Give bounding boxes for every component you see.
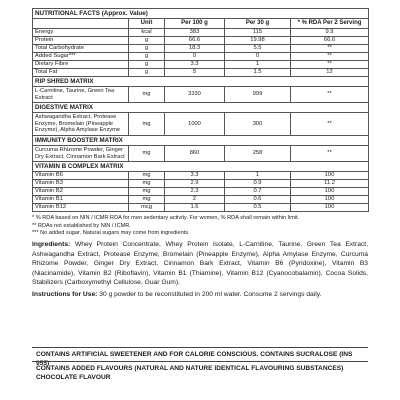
value-rda: 100	[291, 172, 369, 180]
value-per-30g: 0.9	[225, 180, 291, 188]
flavour-statement: CONTAINS ADDED FLAVOURS (NATURAL AND NATURE IDENTICAL FLAVOURING SUBSTANCES)	[36, 365, 344, 372]
value-per-100g: 2.3	[165, 188, 225, 196]
footnote: * % RDA based on NIN / ICMR RDA for men sedentary activity. For women, % RDA shall remain within limit.	[32, 215, 300, 222]
value-rda: **	[291, 45, 369, 53]
table-row	[33, 113, 369, 136]
section-header-row	[33, 77, 369, 87]
nutrient-name: Vitamin B1	[33, 196, 129, 204]
table-row	[33, 69, 369, 77]
nutrient-name: L-Carnitine, Taurine, Green Tea Extract	[33, 87, 129, 103]
nutrient-unit: kcal	[129, 29, 165, 37]
value-per-100g: 2.9	[165, 180, 225, 188]
table-row	[33, 180, 369, 188]
value-per-100g: 3.3	[165, 61, 225, 69]
instructions-text: 30 g powder to be reconstituted in 200 ml water. Consume 2 servings daily.	[99, 291, 322, 299]
nutrient-unit: mg	[129, 180, 165, 188]
footnote: ** RDAs not established by NIN / ICMR.	[32, 222, 131, 229]
value-per-100g: 66.6	[165, 37, 225, 45]
value-per-30g: 0	[225, 53, 291, 61]
value-per-100g: 1.6	[165, 204, 225, 212]
table-row	[33, 196, 369, 204]
value-per-30g: 258	[225, 145, 291, 161]
nutrient-unit: mcg	[129, 204, 165, 212]
nutrient-name: Vitamin B12	[33, 204, 129, 212]
value-rda: 66.6	[291, 37, 369, 45]
value-per-100g: 0	[165, 53, 225, 61]
header-cell	[33, 19, 129, 29]
nutrient-unit: g	[129, 45, 165, 53]
nutrient-name: Vitamin B2	[33, 188, 129, 196]
value-per-100g: 1000	[165, 113, 225, 136]
value-per-30g: 0.7	[225, 188, 291, 196]
footnote: *** No added sugar. Natural sugars may come from ingredients.	[32, 229, 190, 236]
value-per-30g: 19.98	[225, 37, 291, 45]
value-per-100g: 3.3	[165, 172, 225, 180]
section-header-row	[33, 162, 369, 172]
table-title-row	[33, 9, 369, 19]
footnotes	[32, 215, 368, 237]
value-rda: **	[291, 61, 369, 69]
table-title: NUTRITIONAL FACTS (Approx. Value)	[33, 9, 369, 19]
value-per-30g: 0.5	[225, 204, 291, 212]
value-per-30g: 999	[225, 87, 291, 103]
header-per-100g: Per 100 g	[165, 19, 225, 29]
nutrient-name: Vitamin B3	[33, 180, 129, 188]
value-per-30g: 5.5	[225, 45, 291, 53]
nutrient-name: Added Sugar***	[33, 53, 129, 61]
value-per-30g: 300	[225, 113, 291, 136]
header-per-30g: Per 30 g	[225, 19, 291, 29]
flavour-name: CHOCOLATE FLAVOUR	[36, 374, 111, 381]
header-unit: Unit	[129, 19, 165, 29]
nutrient-name: Dietary Fibre	[33, 61, 129, 69]
nutrient-name: Energy	[33, 29, 129, 37]
value-per-30g: 1	[225, 61, 291, 69]
table-header-row	[33, 19, 369, 29]
value-rda: **	[291, 87, 369, 103]
value-rda: 100	[291, 196, 369, 204]
value-per-100g: 2	[165, 196, 225, 204]
section-header-row	[33, 103, 369, 113]
value-rda: 9.9	[291, 29, 369, 37]
table-row	[33, 45, 369, 53]
value-per-100g: 383	[165, 29, 225, 37]
nutrient-name: Total Fat	[33, 69, 129, 77]
vitamin-b-complex-matrix-title: VITAMIN B COMPLEX MATRIX	[33, 162, 369, 172]
value-per-30g: 0.6	[225, 196, 291, 204]
ingredients-label: Ingredients:	[32, 241, 71, 249]
nutrient-name: Vitamin B6	[33, 172, 129, 180]
divider	[32, 347, 368, 348]
nutrient-unit: mg	[129, 196, 165, 204]
table-row	[33, 204, 369, 212]
nutrient-unit: mg	[129, 87, 165, 103]
nutrient-unit: mg	[129, 188, 165, 196]
instructions-paragraph	[32, 290, 368, 299]
nutrient-unit: g	[129, 69, 165, 77]
digestive-matrix-title: DIGESTIVE MATRIX	[33, 103, 369, 113]
value-rda: 100	[291, 204, 369, 212]
instructions-label: Instructions for Use:	[32, 291, 98, 299]
value-rda: **	[291, 145, 369, 161]
value-rda: **	[291, 53, 369, 61]
nutrient-name: Ashwagandha Extract, Protease Enzyme, Bromelain (Pineapple Enzyme), Alpha Amylase Enzyme	[33, 113, 129, 136]
nutrient-unit: g	[129, 61, 165, 69]
immunity-booster-matrix-title: IMMUNITY BOOSTER MATRIX	[33, 135, 369, 145]
value-per-30g: 115	[225, 29, 291, 37]
ingredients-text: Whey Protein Concentrate, Whey Protein Isolate, L-Carnitine, Taurine, Green Tea Extract, Ashwagandha Extract, Protease Enzyme, Bromelain (Pineapple Enzyme), Alpha Amylase Enzyme, Curcuma Rhizome Powder, Ginger Dry Extract, Cinnamon Bark Extract, Vitamin B6 (Pyridoxine), Vitamin B3 (Niacinamide), Vitamin B2 (Riboflavin), Vitamin B1 (Thiamine), Vitamin B12 (Cyanocobalamin), Cocoa Solids, Stabilizers (Carboxymethyl Cellulose, Guar Gum).	[32, 241, 368, 286]
nutrient-unit: g	[129, 37, 165, 45]
nutrition-facts-table	[32, 8, 369, 212]
nutrient-name: Protein	[33, 37, 129, 45]
section-header-row	[33, 135, 369, 145]
table-row	[33, 87, 369, 103]
table-row	[33, 29, 369, 37]
nutrient-unit: g	[129, 53, 165, 61]
table-row	[33, 61, 369, 69]
value-rda: 100	[291, 188, 369, 196]
nutrient-unit: mg	[129, 113, 165, 136]
value-per-100g: 18.3	[165, 45, 225, 53]
value-per-30g: 1.5	[225, 69, 291, 77]
value-rda: 11.2	[291, 180, 369, 188]
value-per-30g: 1	[225, 172, 291, 180]
header-rda: * % RDA Per 2 Serving	[291, 19, 369, 29]
value-rda: 12	[291, 69, 369, 77]
table-row	[33, 188, 369, 196]
value-per-100g: 5	[165, 69, 225, 77]
label-content	[32, 8, 368, 300]
nutrient-name: Total Carbohydrate	[33, 45, 129, 53]
value-per-100g: 860	[165, 145, 225, 161]
nutrient-unit: mg	[129, 145, 165, 161]
divider	[32, 361, 368, 362]
table-row	[33, 37, 369, 45]
value-rda: **	[291, 113, 369, 136]
nutrient-name: Curcuma Rhizome Powder, Ginger Dry Extract, Cinnamon Bark Extract	[33, 145, 129, 161]
rip-shred-matrix-title: RIP SHRED MATRIX	[33, 77, 369, 87]
sweetener-warning: CONTAINS ARTIFICIAL SWEETENER AND FOR CALORIE CONSCIOUS. CONTAINS SUCRALOSE (INS 955)	[36, 351, 353, 367]
nutrient-unit: mg	[129, 172, 165, 180]
value-per-100g: 3330	[165, 87, 225, 103]
table-row	[33, 53, 369, 61]
table-row	[33, 172, 369, 180]
ingredients-paragraph	[32, 240, 368, 287]
table-row	[33, 145, 369, 161]
